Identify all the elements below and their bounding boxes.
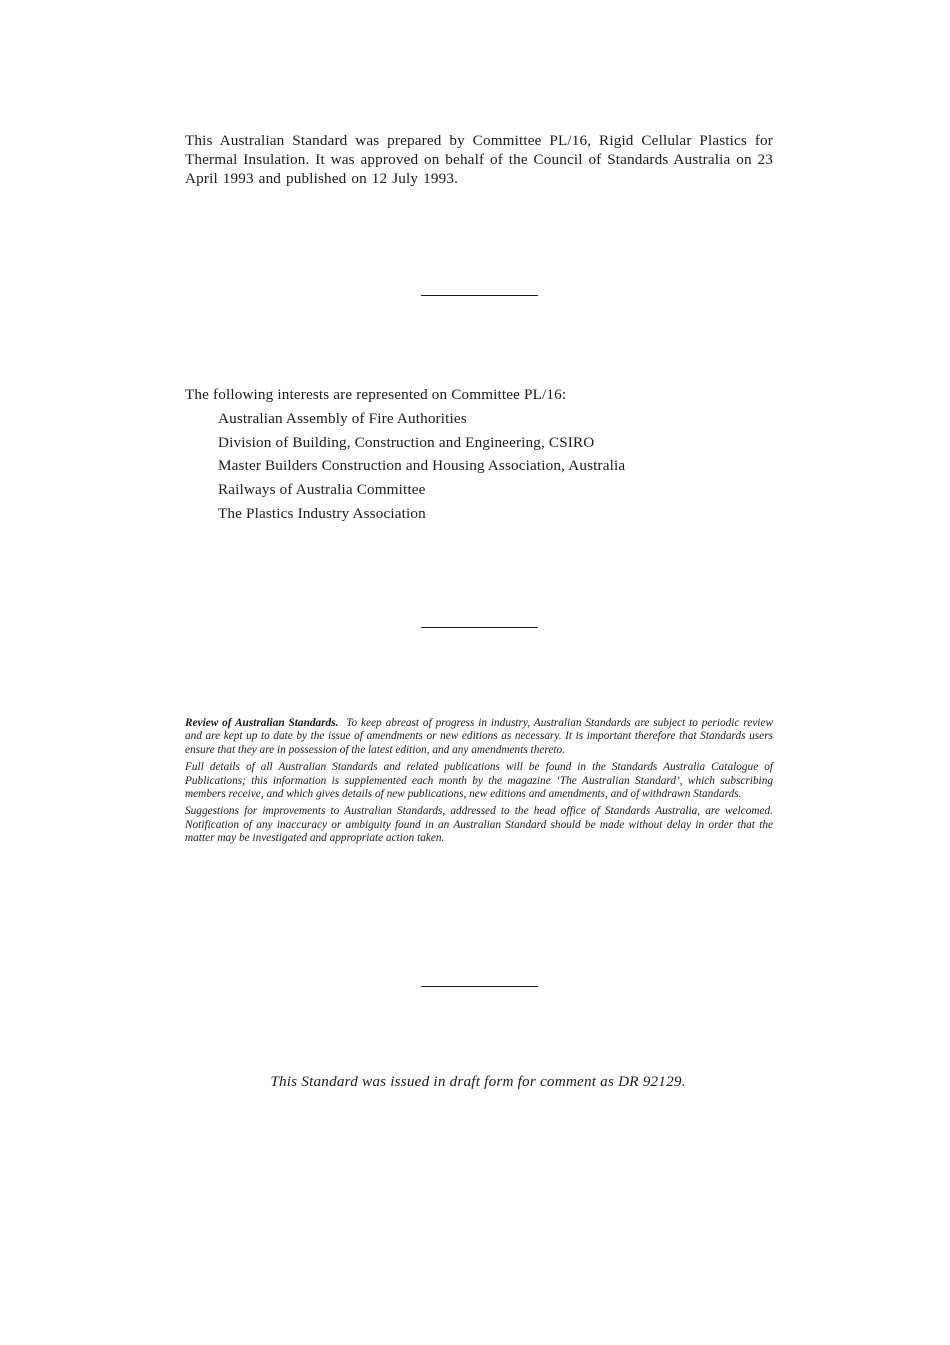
- interest-item: Railways of Australia Committee: [218, 481, 426, 499]
- committee-interests: [185, 383, 773, 526]
- preparation-statement: This Australian Standard was prepared by Committee PL/16, Rigid Cellular Plastics for Thermal Insulation. It was approved on behalf of the Council of Standards Australia on 23 April 1993 and published on 12 July 1993.: [185, 132, 773, 187]
- review-paragraph-2: Full details of all Australian Standards and related publications will be found in the Standards Australia Catalogue of Publications; this information is supplemented each month by the magazine ‘The Australian Standard’, which subscribing members receive, and which gives details of new publications, new editions and amendments, and of withdrawn Standards.: [185, 761, 773, 801]
- divider-rule: [421, 986, 538, 987]
- interests-intro: The following interests are represented on Committee PL/16:: [185, 386, 567, 403]
- review-paragraph-1: [185, 717, 773, 757]
- divider-rule: [421, 295, 538, 296]
- interest-item: The Plastics Industry Association: [218, 504, 426, 522]
- review-paragraph-3: Suggestions for improvements to Australian Standards, addressed to the head office of Standards Australia, are welcomed. Notification of any inaccuracy or ambiguity found in an Australian Standard should be made without delay in order that the matter may be investigated and appropriate action taken.: [185, 805, 773, 845]
- review-heading: Review of Australian Standards.: [185, 717, 339, 729]
- interests-list: [185, 407, 773, 526]
- draft-note: This Standard was issued in draft form for comment as DR 92129.: [270, 1073, 686, 1090]
- review-notice: [185, 717, 773, 850]
- interest-item: Australian Assembly of Fire Authorities: [218, 409, 467, 427]
- divider-rule: [421, 627, 538, 628]
- interest-item: Master Builders Construction and Housing Association, Australia: [218, 457, 626, 475]
- review-text-1: To keep abreast of progress in industry, Australian Standards are subject to periodic review and are kept up to date by the issue of amendments or new editions as necessary. It is important therefore that Standards users ensure that they are in possession of the latest edition, and any amendments thereto.: [185, 717, 773, 756]
- interest-item: Division of Building, Construction and Engineering, CSIRO: [218, 433, 595, 451]
